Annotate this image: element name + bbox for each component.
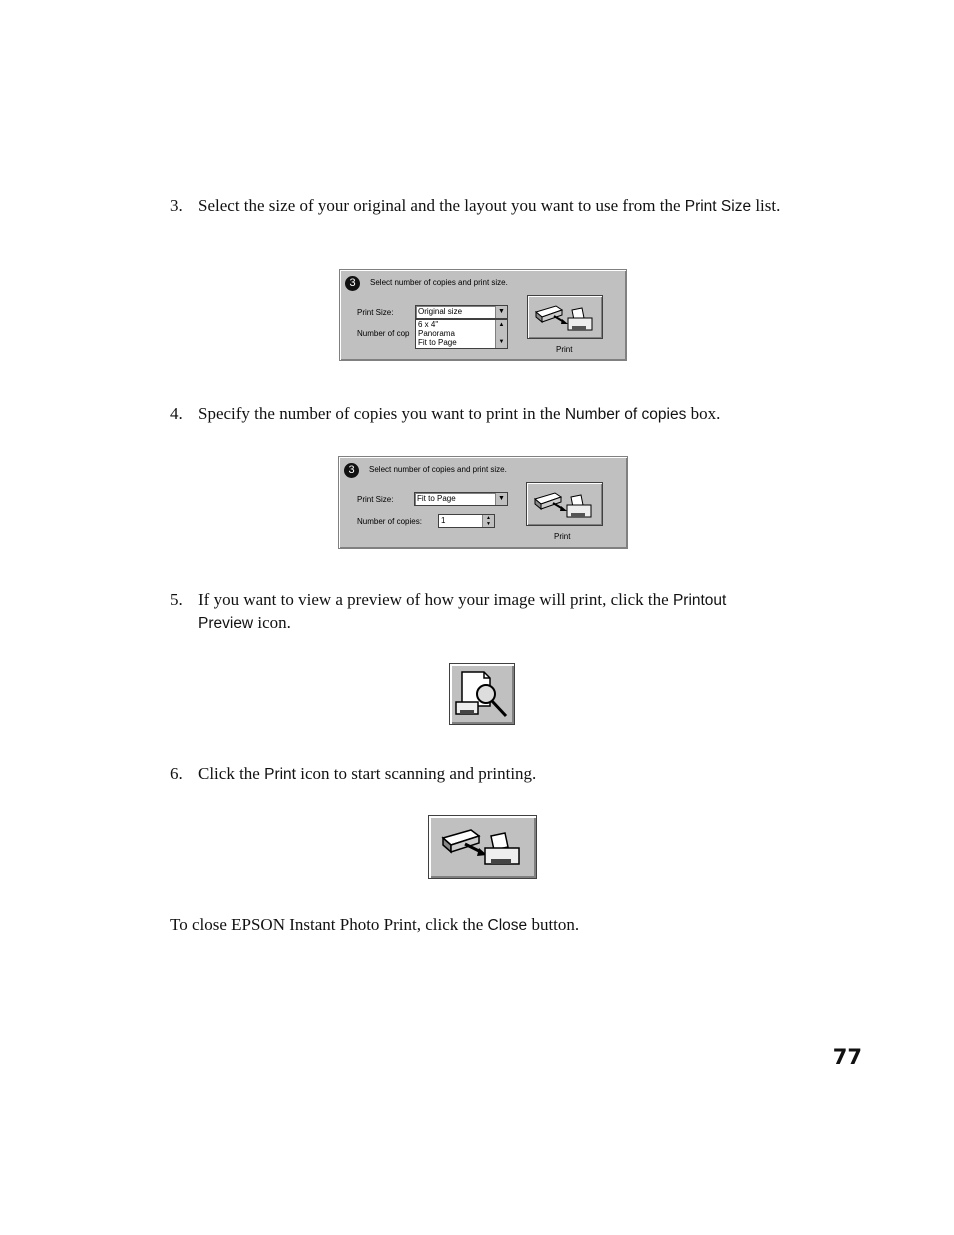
print-button[interactable] [527,295,603,339]
step-number: 5. [170,590,183,609]
print-size-dropdown[interactable] [414,492,508,506]
print-settings-panel-1 [339,269,627,361]
panel-heading: Select number of copies and print size. [369,465,507,474]
printout-preview-icon [450,664,514,724]
closing-text-part: To close EPSON Instant Photo Print, click the [170,915,488,934]
step-text [198,589,778,635]
step-badge: 3 [345,276,360,291]
printout-preview-button[interactable] [449,663,515,725]
ui-term: Print Size [684,198,752,215]
step-text-part: icon. [253,613,291,632]
step-text-part: Click the [198,764,265,783]
print-size-value: Fit to Page [417,494,456,503]
step-text-part: box. [686,404,721,423]
copies-label: Number of cop [357,329,410,338]
step-text [198,195,798,218]
step-text [198,763,798,786]
step-text [198,403,798,426]
copies-value: 1 [441,516,446,525]
print-settings-panel-2 [338,456,628,549]
print-size-list[interactable] [415,319,508,349]
print-icon [527,483,602,525]
page-number: 77 [832,1045,862,1069]
scroll-down-icon[interactable]: ▼ [498,339,505,345]
closing-text [170,915,579,935]
step-text-part: list. [751,196,781,215]
print-size-value: Original size [418,307,463,316]
step-number: 4. [170,404,183,423]
ui-term: Close [487,917,528,934]
print-size-label: Print Size: [357,495,394,504]
list-item[interactable]: 6 x 4" [418,320,439,329]
scrollbar[interactable] [495,320,507,348]
ui-term: Printout Preview [198,592,727,632]
list-item[interactable]: Panorama [418,329,455,338]
step-number: 6. [170,764,183,783]
copies-stepper[interactable] [438,514,495,528]
scroll-up-icon[interactable]: ▲ [498,322,505,328]
step-text-part: If you want to view a preview of how your image will print, click the [198,590,673,609]
step-text-part: Specify the number of copies you want to print in the [198,404,565,423]
print-icon-button[interactable] [428,815,537,879]
list-item[interactable]: Fit to Page [418,338,457,347]
print-icon [528,296,602,338]
ui-term: Number of copies [564,406,687,423]
print-button[interactable] [526,482,603,526]
print-size-dropdown[interactable] [415,305,508,319]
ui-term: Print [264,766,296,783]
print-caption: Print [554,532,571,541]
print-icon [429,816,536,878]
step-text-part: icon to start scanning and printing. [295,764,537,783]
dropdown-arrow-icon[interactable]: ▼ [495,493,507,505]
print-size-label: Print Size: [357,308,394,317]
copies-label: Number of copies: [357,517,422,526]
print-caption: Print [556,345,573,354]
dropdown-arrow-icon[interactable]: ▼ [495,306,507,318]
closing-text-part: button. [527,915,580,934]
step-text-part: Select the size of your original and the layout you want to use from the [198,196,685,215]
step-badge: 3 [344,463,359,478]
panel-heading: Select number of copies and print size. [370,278,508,287]
step-number: 3. [170,196,183,215]
stepper-arrows-icon[interactable]: ▲ ▼ [482,515,494,527]
